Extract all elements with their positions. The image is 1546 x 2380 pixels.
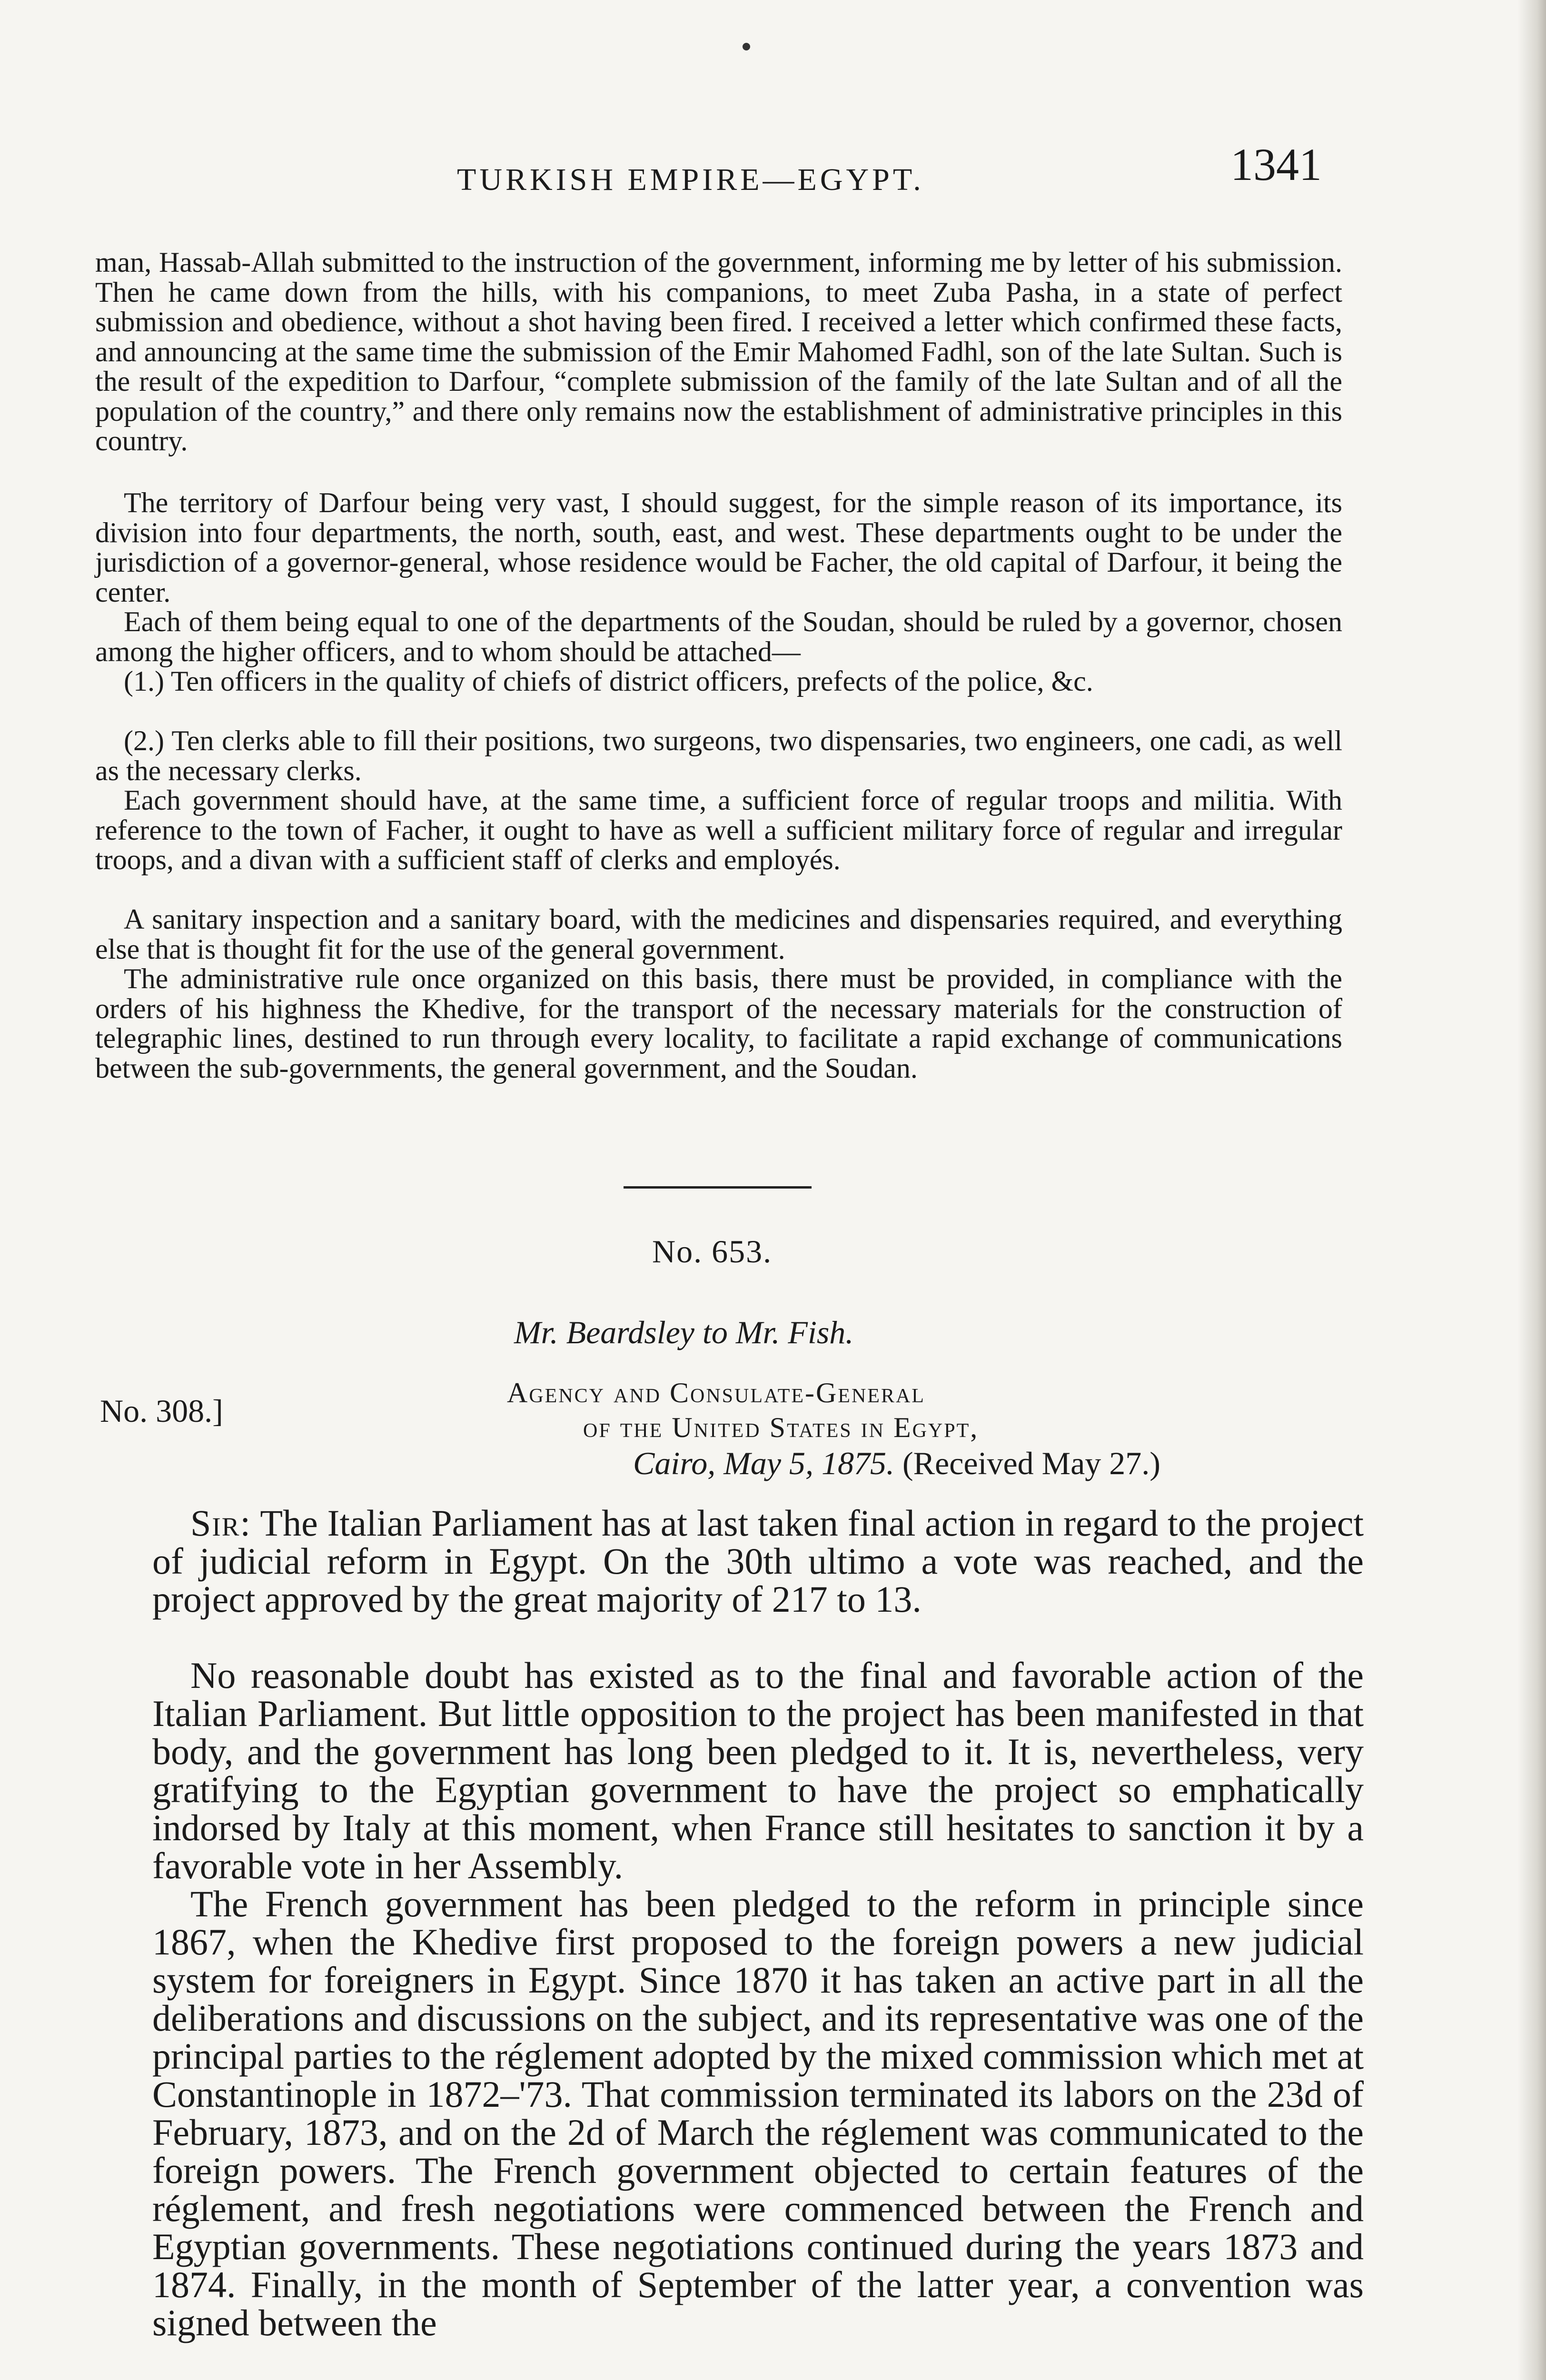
paragraph-text: The Italian Parliament has at last taken final action in regard to the project of judicial reform in Egypt. On the 30th ultimo a vote was reached, and the project approved by the great majority of 217 to 13. xyxy=(152,1502,1364,1620)
paragraph: A sanitary inspection and a sanitary board, with the medicines and dispensaries required, and everything else that is thought fit for the use of the general government. xyxy=(95,903,1342,965)
paragraph: Each of them being equal to one of the departments of the Soudan, should be ruled by a governor, chosen among the higher officers, and to whom should be attached— xyxy=(95,606,1342,667)
paragraph: No reasonable doubt has existed as to the final and favorable action of the Italian Parliament. But little opposition to the project has been manifested in that body, and the government has long been pledged to it. It is, nevertheless, very gratifying to the Egyptian government to have the project so emphatically indorsed by Italy at this moment, when France still hesitates to sanction it by a favorable vote in her Assembly. xyxy=(152,1655,1364,1886)
running-head: TURKISH EMPIRE—EGYPT. xyxy=(457,162,924,197)
despatch-number: No. 308.] xyxy=(100,1393,223,1429)
agency-heading-line1: Agency and Consulate-General xyxy=(507,1377,925,1408)
letter-paragraph xyxy=(152,1504,1364,1618)
paragraph: The territory of Darfour being very vast, I should suggest, for the simple reason of its importance, its division into four departments, the north, south, east, and west. These departments ought to be under the jurisdiction of a governor-general, whose residence would be Facher, the old capital of Darfour, it being the center. xyxy=(95,487,1342,608)
paragraph: (2.) Ten clerks able to fill their positions, two surgeons, two dispensaries, two engineers, one cadi, as well as the necessary clerks. xyxy=(95,725,1342,786)
paragraph: The administrative rule once organized on this basis, there must be provided, in compliance with the orders of his highness the Khedive, for the transport of the necessary materials for the construction of telegraphic lines, destined to run through every locality, to facilitate a rapid exchange of communications between the sub-governments, the general government, and the Soudan. xyxy=(95,963,1342,1084)
salutation: Sir: xyxy=(190,1502,252,1544)
paragraph: The French government has been pledged to the reform in principle since 1867, when the Khedive first proposed to the foreign powers a new judicial system for foreigners in Egypt. Since 1870 it has taken an active part in all the deliberations and discussions on the subject, and its representative was one of the principal parties to the réglement adopted by the mixed commission which met at Constantinople in 1872–'73. That commission terminated its labors on the 23d of February, 1873, and on the 2d of March the réglement was communicated to the foreign powers. The French government objected to certain features of the réglement, and fresh negotiations were commenced between the French and Egyptian governments. These negotiations continued during the years 1873 and 1874. Finally, in the month of September of the latter year, a convention was signed between the xyxy=(152,1883,1364,2343)
page-edge-shadow xyxy=(1517,0,1546,2380)
paragraph: man, Hassab-Allah submitted to the instruction of the government, informing me by letter of his submission. Then he came down from the hills, with his companions, to meet Zuba Pasha, in a state of perfect submission and obedience, without a shot having been fired. I received a letter which confirmed these facts, and announcing at the same time the submission of the Emir Mahomed Fadhl, son of the late Sultan. Such is the result of the expedition to Darfour, “complete submission of the family of the late Sultan and of all the population of the country,” and there only remains now the establishment of administrative principles in this country. xyxy=(95,247,1342,456)
ink-dot xyxy=(743,43,750,50)
paragraph: Each government should have, at the same time, a sufficient force of regular troops and militia. With reference to the town of Facher, it ought to have as well a sufficient military force of regular and irregular troops, and a divan with a sufficient staff of clerks and employés. xyxy=(95,784,1342,875)
agency-heading-line2: of the United States in Egypt, xyxy=(583,1412,979,1443)
section-divider xyxy=(624,1186,812,1189)
date-place: Cairo, May 5, 1875. xyxy=(633,1445,895,1481)
document-number: No. 653. xyxy=(652,1233,773,1269)
date-line xyxy=(633,1445,1160,1482)
paragraph: (1.) Ten officers in the quality of chiefs of district officers, prefects of the police, &c. xyxy=(124,665,1093,697)
received-date: (Received May 27.) xyxy=(902,1445,1160,1481)
page-number: 1341 xyxy=(1230,139,1322,190)
letter-heading: Mr. Beardsley to Mr. Fish. xyxy=(514,1314,854,1350)
